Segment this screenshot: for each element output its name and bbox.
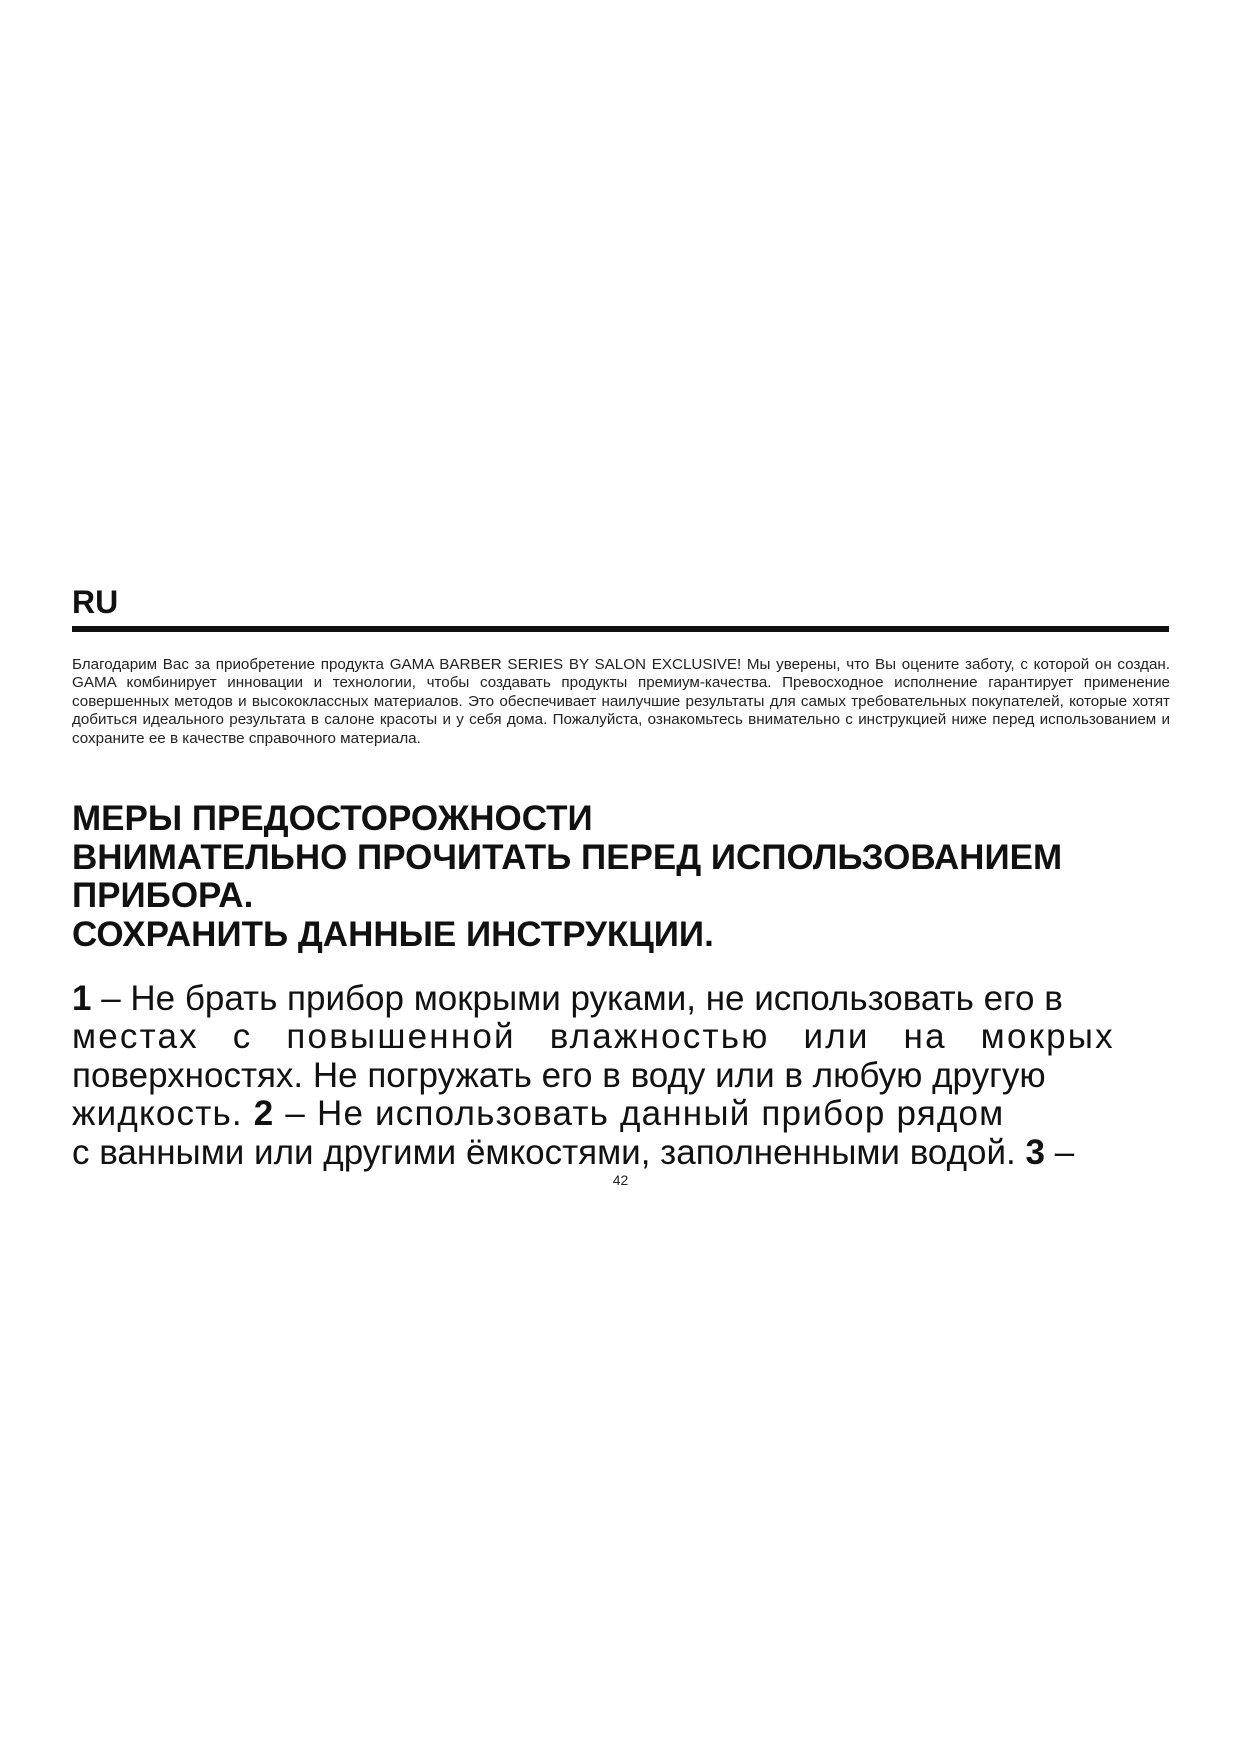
instruction-text: – — [1044, 1132, 1075, 1172]
instructions-body — [72, 980, 1172, 1172]
heading-read-before-use: ВНИМАТЕЛЬНО ПРОЧИТАТЬ ПЕРЕД ИСПОЛЬЗОВАНИЕМ — [72, 837, 1063, 877]
heading-keep-instructions: СОХРАНИТЬ ДАННЫЕ ИНСТРУКЦИИ. — [72, 914, 714, 954]
intro-paragraph: Благодарим Вас за приобретение продукта GAMA BARBER SERIES BY SALON EXCLUSIVE! Мы уверены, что Вы оцените заботу, с которой он создан. GAMA комбинирует инновации и технологии, чтобы создавать продукты премиум-качества. Превосходное исполнение гарантирует применение совершенных методов и высококлассных материалов. Это обеспечивает наилучшие результаты для самых требовательных покупателей, которые хотят добиться идеального результата в салоне красоты и у себя дома. Пожалуйста, ознакомьтесь внимательно с инструкцией ниже перед использованием и сохраните ее в качестве справочного материала. — [72, 656, 1170, 747]
instruction-line — [72, 1134, 1172, 1172]
heading-device: ПРИБОРА. — [72, 876, 254, 915]
instruction-line — [72, 980, 1172, 1018]
instruction-line: местах с повышенной влажностью или на мокрых — [72, 1017, 1115, 1057]
instruction-number: 3 — [1025, 1132, 1045, 1172]
instruction-text: – Не брать прибор мокрыми руками, не использовать его в — [91, 979, 1063, 1018]
language-code-heading: RU — [72, 584, 119, 620]
safety-headings — [72, 800, 1172, 954]
instruction-text: – Не использовать данный прибор рядом — [274, 1094, 1005, 1134]
instruction-number: 1 — [72, 979, 92, 1018]
page-number: 42 — [612, 1172, 629, 1188]
section-divider — [72, 626, 1169, 632]
instruction-line — [72, 1095, 1172, 1133]
instruction-line: поверхностях. Не погружать его в воду или в любую другую — [72, 1055, 1046, 1095]
instruction-text: жидкость. — [72, 1094, 254, 1134]
instruction-text: с ванными или другими ёмкостями, заполненными водой. — [72, 1132, 1026, 1172]
heading-safety-precautions: МЕРЫ ПРЕДОСТОРОЖНОСТИ — [72, 799, 593, 838]
instruction-number: 2 — [253, 1094, 275, 1134]
